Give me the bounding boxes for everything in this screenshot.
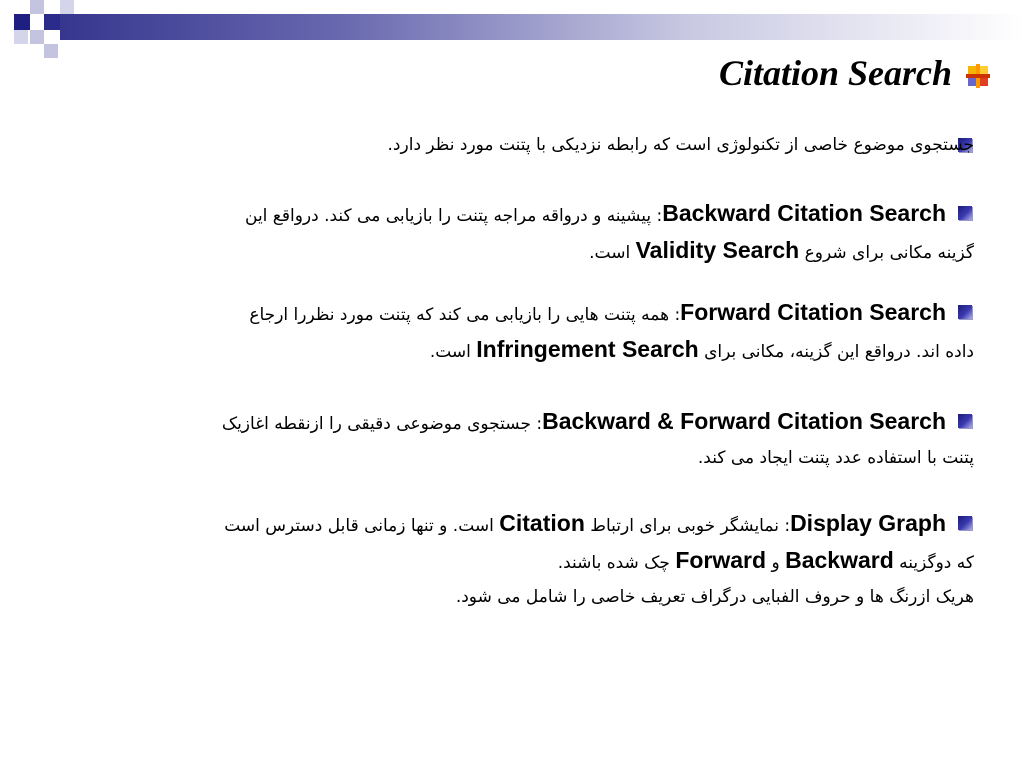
paragraph-line xyxy=(224,543,974,580)
persian-text: : پیشینه و درواقه مراجه پتنت را بازیابی می کند. درواقع این xyxy=(245,206,663,226)
english-term: Forward Citation Search xyxy=(680,299,946,325)
persian-text: که دوگزینه xyxy=(893,553,974,573)
square-bullet-icon xyxy=(958,516,972,530)
paragraph-line xyxy=(222,441,974,475)
paragraph-line xyxy=(245,233,974,270)
header-decoration xyxy=(0,0,1024,60)
persian-text: : همه پتنت هایی را بازیابی می کند که پتنت مورد نظررا ارجاع xyxy=(249,305,681,325)
english-term: Citation xyxy=(499,510,585,536)
decor-square xyxy=(44,14,60,30)
english-term: Backward Citation Search xyxy=(662,200,946,226)
bullet-paragraph xyxy=(224,506,974,614)
paragraph-line xyxy=(249,332,974,369)
persian-text: و xyxy=(766,553,786,573)
persian-text: گزینه مکانی برای شروع xyxy=(799,243,974,263)
bullet-paragraph xyxy=(388,128,974,162)
decor-square xyxy=(60,0,74,14)
square-bullet-icon xyxy=(958,305,972,319)
persian-text: است. xyxy=(429,342,477,362)
decor-square xyxy=(44,44,58,58)
paragraph-line xyxy=(245,196,946,233)
persian-text: است. xyxy=(589,243,636,263)
english-term: Display Graph xyxy=(790,510,946,536)
paragraph-line xyxy=(224,506,946,543)
paragraph-line xyxy=(388,128,974,162)
colored-squares-icon xyxy=(966,64,990,88)
square-bullet-icon xyxy=(958,414,972,428)
bullet-paragraph xyxy=(245,196,974,270)
persian-text: چک شده باشند. xyxy=(557,553,676,573)
persian-text: : جستجوی موضوعی دقیقی را ازنقطه اغازیک xyxy=(221,414,543,434)
paragraph-line xyxy=(249,295,946,332)
persian-text: است. و تنها زمانی قابل دسترس است xyxy=(224,516,500,536)
paragraph-line xyxy=(222,404,946,441)
decor-square xyxy=(30,0,44,14)
english-term: Backward xyxy=(785,547,894,573)
header-gradient-bar xyxy=(60,14,1024,40)
decor-square xyxy=(30,30,44,44)
persian-text: هریک ازرنگ ها و حروف الفبایی درگراف تعریف خاصی را شامل می شود. xyxy=(455,587,974,607)
paragraph-line xyxy=(224,580,974,614)
persian-text: : نمایشگر خوبی برای ارتباط xyxy=(584,516,791,536)
english-term: Forward xyxy=(675,547,767,573)
slide-title: Citation Search xyxy=(718,53,952,93)
english-term: Backward & Forward Citation Search xyxy=(542,408,946,434)
decor-square xyxy=(14,14,30,30)
square-bullet-icon xyxy=(958,206,972,220)
persian-text: جستجوی موضوع خاصی از تکنولوژی است که رابطه نزدیکی با پتنت مورد نظر دارد. xyxy=(387,135,974,155)
persian-text: پتنت با استفاده عدد پتنت ایجاد می کند. xyxy=(697,448,974,468)
english-term: Infringement Search xyxy=(476,336,699,362)
english-term: Validity Search xyxy=(635,237,800,263)
persian-text: داده اند. درواقع این گزینه، مکانی برای xyxy=(698,342,974,362)
bullet-paragraph xyxy=(249,295,974,369)
decor-square xyxy=(14,30,28,44)
bullet-paragraph xyxy=(221,404,974,475)
